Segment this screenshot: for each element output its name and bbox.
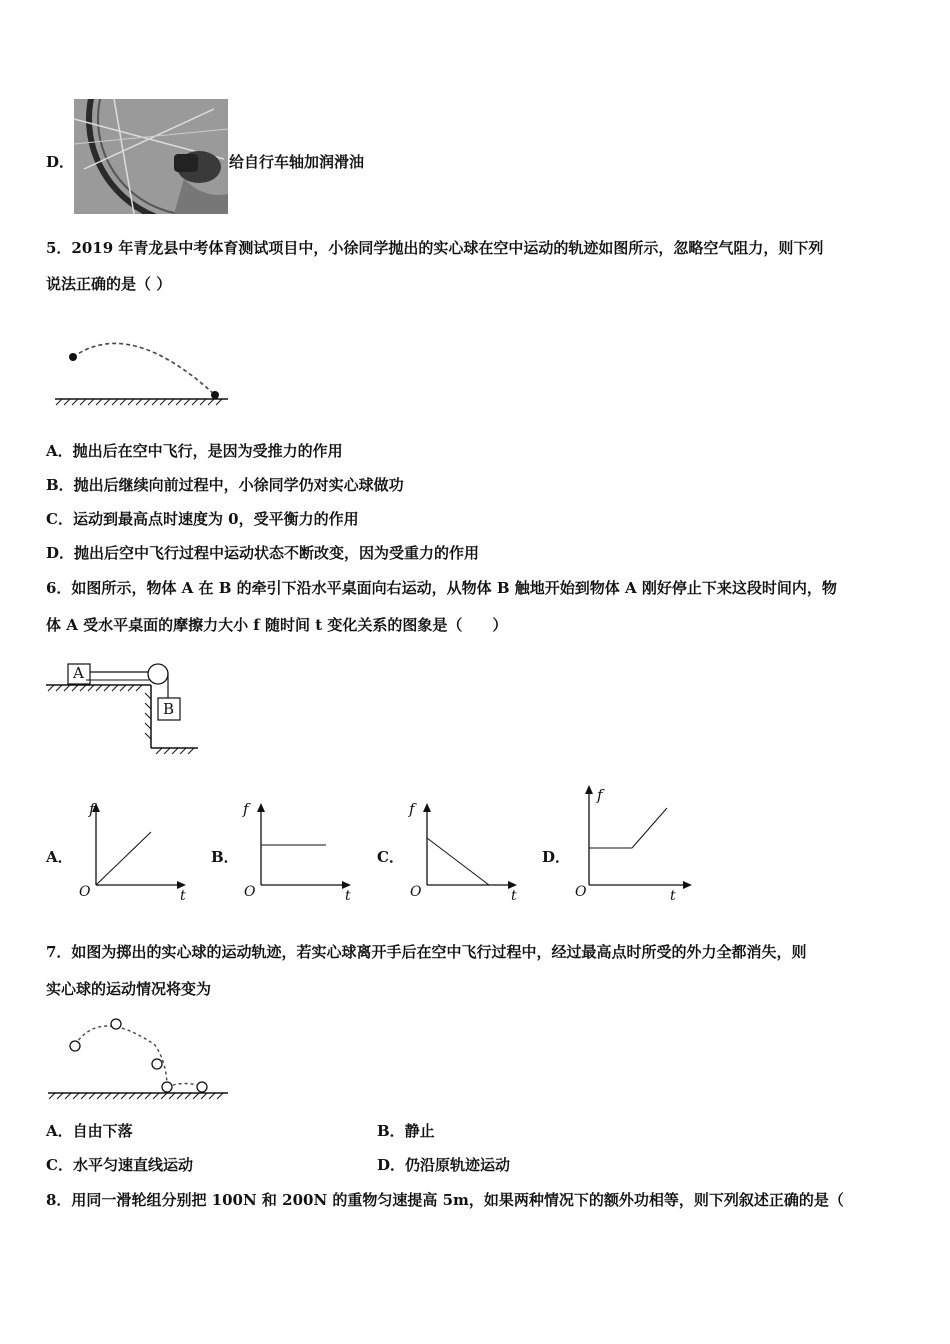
- q5-stem-line2: 说法正确的是（ ）: [46, 275, 172, 293]
- block-a-label: A: [73, 664, 84, 682]
- graph-b-y-label: f: [243, 800, 249, 818]
- q7-trajectory-figure: [45, 1015, 235, 1107]
- q5-option-c: C．运动到最高点时速度为 0，受平衡力的作用: [46, 510, 359, 528]
- graph-b-origin: O: [244, 884, 256, 900]
- graph-c-x-label: t: [511, 888, 517, 904]
- block-b-label: B: [163, 700, 175, 718]
- q6-pulley-figure: [46, 660, 206, 760]
- q6-graph-a: [76, 800, 191, 905]
- q6-graph-b: [241, 800, 356, 905]
- q8-stem-line1: 8．用同一滑轮组分别把 100N 和 200N 的重物匀速提高 5m，如果两种情况下的额外功相等，则下列叙述正确的是（: [46, 1191, 844, 1209]
- q4-option-d-text: 给自行车轴加润滑油: [229, 153, 365, 171]
- q7-option-a: A．自由下落: [46, 1122, 133, 1140]
- q6-graph-d: [572, 780, 697, 905]
- graph-c-y-label: f: [409, 800, 415, 818]
- q5-trajectory-figure: [50, 335, 230, 410]
- graph-d-origin: O: [575, 884, 587, 900]
- q6-option-b-label: B．: [211, 848, 239, 866]
- q7-option-d: D．仍沿原轨迹运动: [377, 1156, 511, 1174]
- q7-stem-line2: 实心球的运动情况将变为: [46, 980, 212, 998]
- q7-option-c: C．水平匀速直线运动: [46, 1156, 193, 1174]
- graph-a-origin: O: [79, 884, 91, 900]
- q6-option-a-label: A．: [46, 848, 73, 866]
- q7-stem-line1: 7．如图为掷出的实心球的运动轨迹，若实心球离开手后在空中飞行过程中，经过最高点时所受的外力全都消失，则: [46, 943, 807, 961]
- graph-b-x-label: t: [345, 888, 351, 904]
- graph-a-y-label: f: [89, 800, 95, 818]
- q6-stem-line2: 体 A 受水平桌面的摩擦力大小 f 随时间 t 变化关系的图象是（ ）: [46, 616, 508, 634]
- graph-d-x-label: t: [670, 888, 676, 904]
- q6-option-d-label: D．: [542, 848, 571, 866]
- q6-option-c-label: C．: [377, 848, 404, 866]
- q4-option-d-letter: D．: [46, 153, 75, 171]
- q5-option-a: A．抛出后在空中飞行，是因为受推力的作用: [46, 442, 343, 460]
- q5-option-b: B．抛出后继续向前过程中，小徐同学仍对实心球做功: [46, 476, 404, 494]
- q7-option-b: B．静止: [377, 1122, 435, 1140]
- q6-graph-c: [407, 800, 522, 905]
- graph-a-x-label: t: [180, 888, 186, 904]
- bicycle-wheel-lubrication-photo: [74, 99, 228, 214]
- q6-stem-line1: 6．如图所示，物体 A 在 B 的牵引下沿水平桌面向右运动，从物体 B 触地开始到物体 A 刚好停止下来这段时间内，物: [46, 579, 837, 597]
- q5-stem-line1: 5．2019 年青龙县中考体育测试项目中，小徐同学抛出的实心球在空中运动的轨迹如图所示，忽略空气阻力，则下列: [46, 239, 824, 257]
- graph-c-origin: O: [410, 884, 422, 900]
- graph-d-y-label: f: [597, 786, 603, 804]
- q5-option-d: D．抛出后空中飞行过程中运动状态不断改变，因为受重力的作用: [46, 544, 480, 562]
